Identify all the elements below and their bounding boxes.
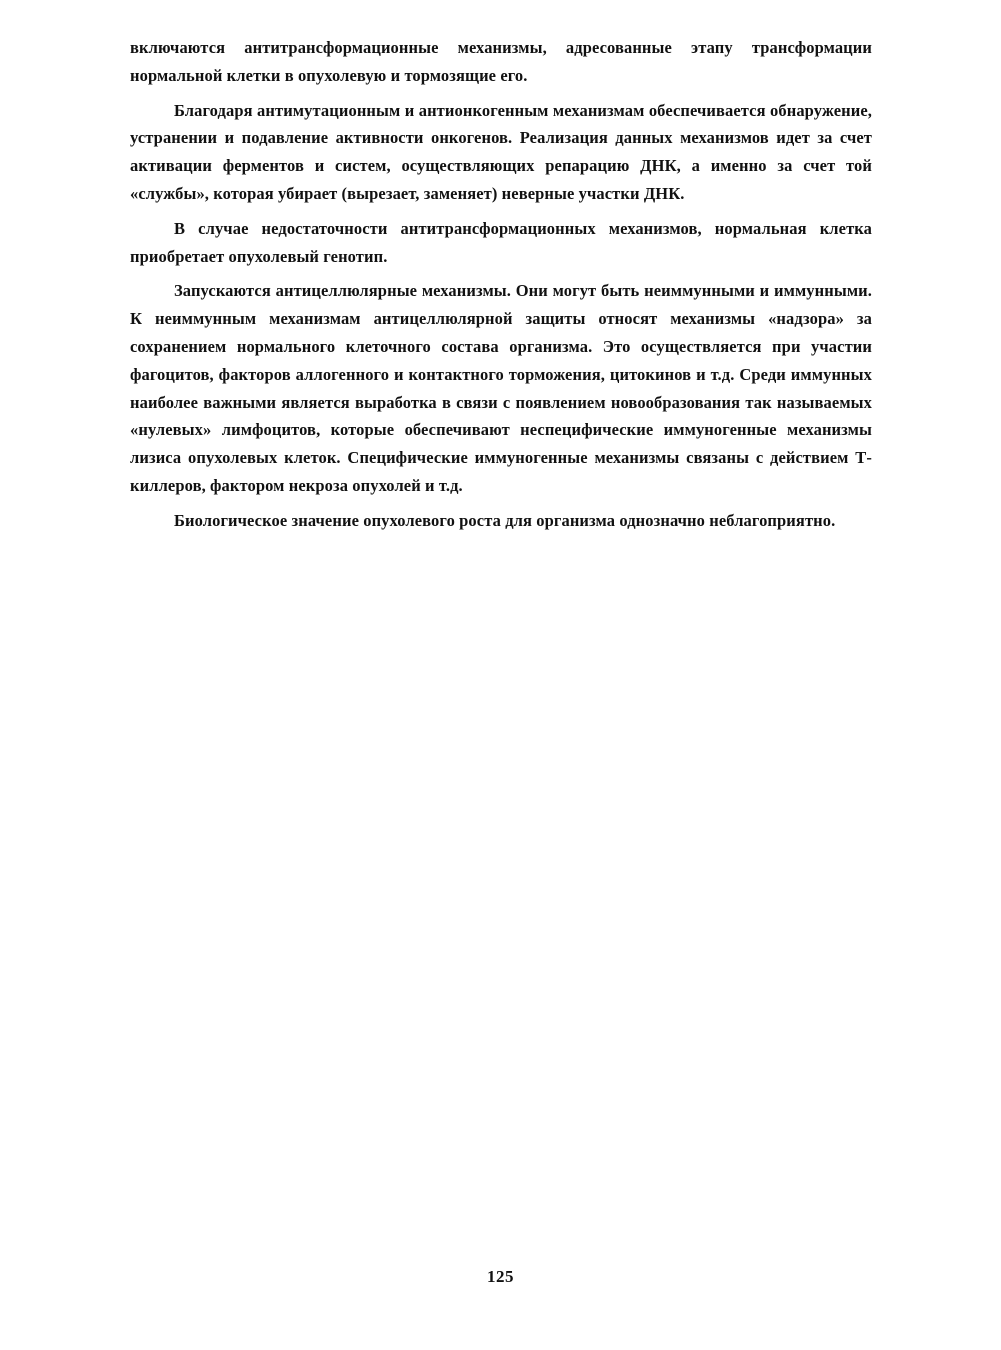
- body-text: [130, 34, 872, 542]
- paragraph-4: Запускаются антицеллюлярные механизмы. Они могут быть неиммунными и иммунными. К неиммунным механизмам антицеллюлярной защиты относят механизмы «надзора» за сохранением нормального клеточного состава организма. Это осуществляется при участии фагоцитов, факторов аллогенного и контактного торможения, цитокинов и т.д. Среди иммунных наиболее важными является выработка в связи с появлением новообразования так называемых «нулевых» лимфоцитов, которые обеспечивают неспецифические иммуногенные механизмы лизиса опухолевых клеток. Специфические иммуногенные механизмы связаны с действием Т-киллеров, фактором некроза опухолей и т.д.: [130, 281, 872, 495]
- page-number: 125: [487, 1267, 514, 1286]
- paragraph-1: включаются антитрансформационные механизмы, адресованные этапу трансформации нормальной клетки в опухолевую и тормозящие его.: [130, 38, 872, 85]
- paragraph-2: Благодаря антимутационным и антионкогенным механизмам обеспечивается обнаружение, устранении и подавление активности онкогенов. Реализация данных механизмов идет за счет активации ферментов и систем, осуществляющих репарацию ДНК, а именно за счет той «службы», которая убирает (вырезает, заменяет) неверные участки ДНК.: [130, 100, 872, 203]
- paragraph-3: В случае недостаточности антитрансформационных механизмов, нормальная клетка приобретает опухолевый генотип.: [130, 218, 872, 266]
- paragraph-5: Биологическое значение опухолевого роста для организма однозначно неблагоприятно.: [174, 510, 836, 530]
